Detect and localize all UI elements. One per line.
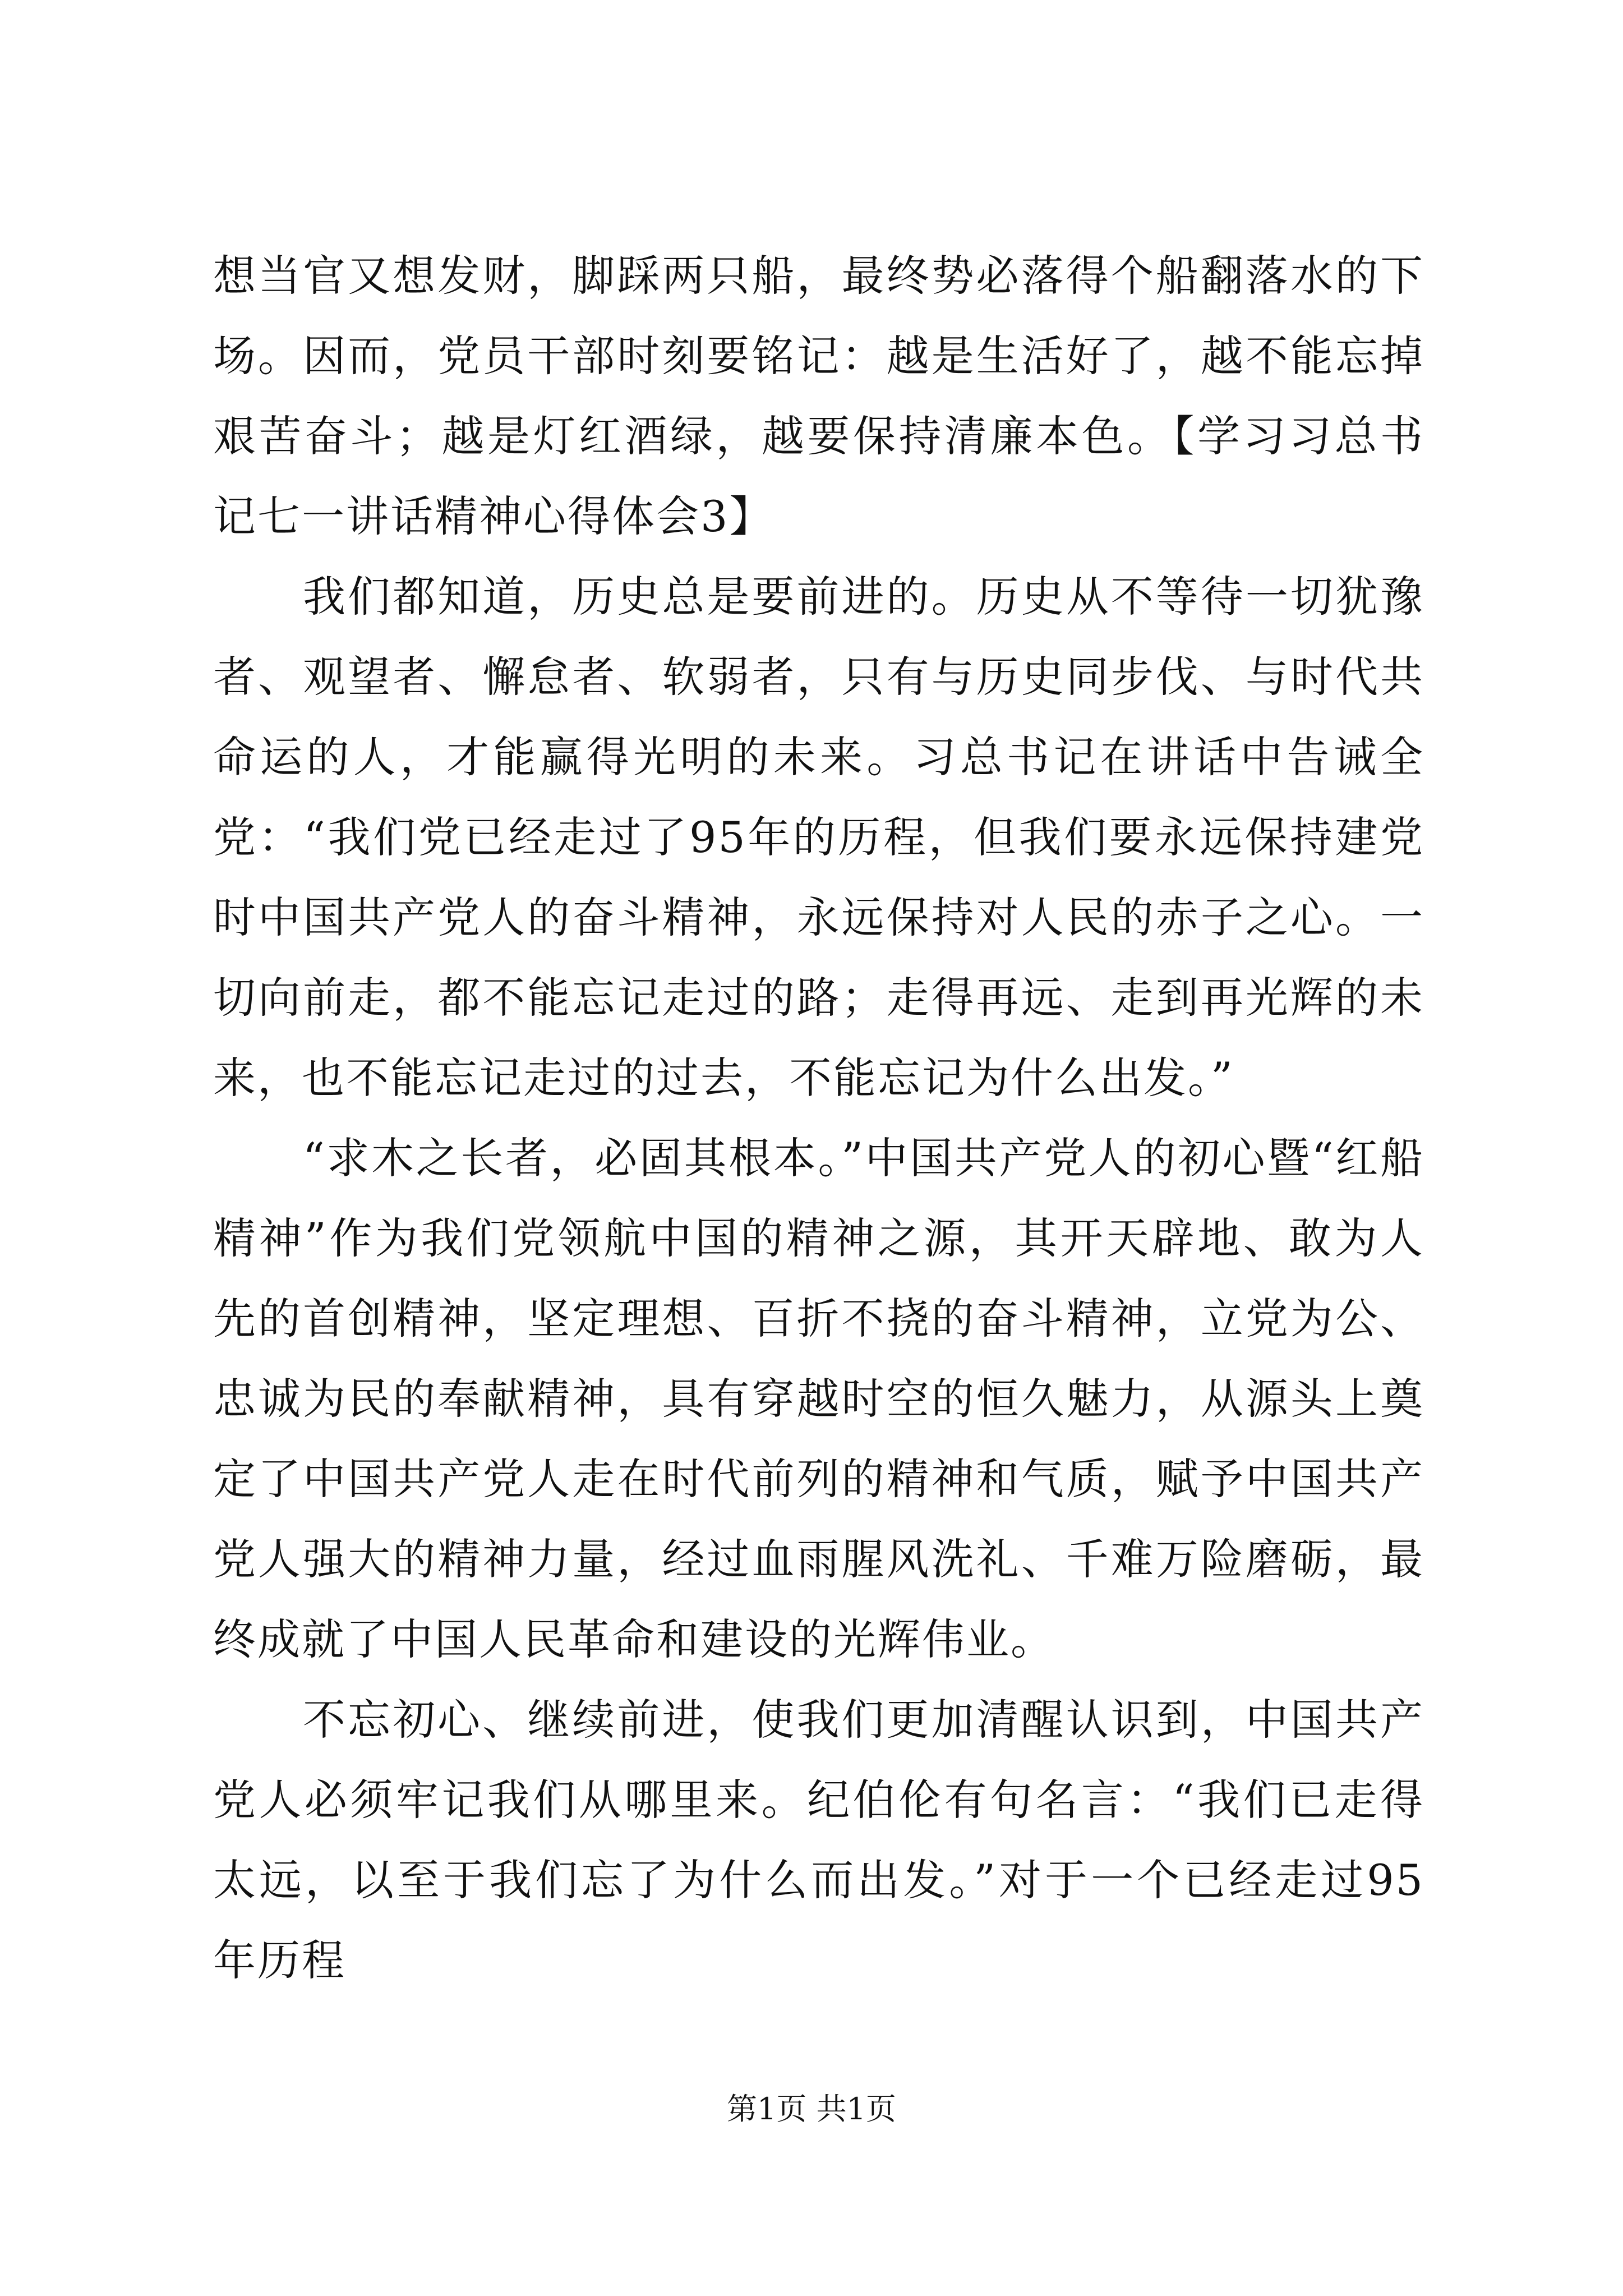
paragraph-3: “求木之长者，必固其根本。”中国共产党人的初心暨“红船精神”作为我们党领航中国的精神之源，其开天辟地、敢为人先的首创精神，坚定理想、百折不挠的奋斗精神，立党为公、忠诚为民的奉献精神，具有穿越时空的恒久魅力，从源头上奠定了中国共产党人走在时代前列的精神和气质，赋予中国共产党人强大的精神力量，经过血雨腥风洗礼、千难万险磨砺，最终成就了中国人民革命和建设的光辉伟业。 — [213, 1133, 1424, 1664]
paragraph-2: 我们都知道，历史总是要前进的。历史从不等待一切犹豫者、观望者、懈怠者、软弱者，只有与历史同步伐、与时代共命运的人，才能赢得光明的未来。习总书记在讲话中告诫全党：“我们党已经走过了95年的历程，但我们要永远保持建党时中国共产党人的奋斗精神，永远保持对人民的赤子之心。一切向前走，都不能忘记走过的路；走得再远、走到再光辉的未来，也不能忘记走过的过去，不能忘记为什么出发。” — [213, 572, 1424, 1103]
page-footer: 第1页 共1页 — [727, 2091, 896, 2127]
document-body — [213, 236, 1424, 2000]
paragraph-1: 想当官又想发财，脚踩两只船，最终势必落得个船翻落水的下场。因而，党员干部时刻要铭记：越是生活好了，越不能忘掉艰苦奋斗；越是灯红酒绿，越要保持清廉本色。【学习习总书记七一讲话精神心得体会3】 — [213, 251, 1424, 541]
paragraph-4: 不忘初心、继续前进，使我们更加清醒认识到，中国共产党人必须牢记我们从哪里来。纪伯伦有句名言：“我们已走得太远，以至于我们忘了为什么而出发。”对于一个已经走过95年历程 — [213, 1695, 1424, 1985]
